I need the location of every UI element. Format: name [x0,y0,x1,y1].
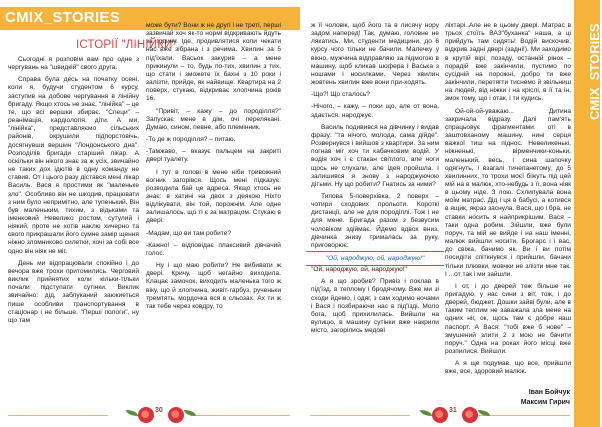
column-1 [8,56,139,329]
paragraph: Ой-ой-ой-уважаю... Дитина закричала відразу. Далі пам'ять спрацьовує фрагментами: оті в заштовханому машину, нині серця важкої тиш на піднос. Невеликенькі, ніжненькі, вірменчики-коньки, маленький, весь, і сина шапочку одягнуть, і взагалі тичепанетому, до 5 хвилинних, то трохи моєї біжуть під цей мій на в малюк, хто-небудь з її, вона ніяк в цьому ніде. З лою. Схлипувала вона моїм матрас. Дід і ця в бабусі, а котився в ящик, якраз заснула. Вася, що і бра, не ставки носить я найприкрішим. Вася – таки одна робим. Зійшли, вже були поруч, та мій не вийде і на наш іменні, малюк вийшли носити. Брогарс і і вас, до свіжа, бачимо як. Ви і ви потім посидіти спіткнувся і прийшли, бачачи тільки плювки, мовчки не злізти мне так. І ...от так і ми зайшли. [445,107,571,278]
leaf-icon [126,410,138,416]
paragraph: -Тамжаво, – вказує пальцем на закриті двері туалету. [146,148,281,164]
rose-icon [168,407,184,423]
leaf-icon [184,410,196,416]
paragraph: може бути? Вони ж не другі і не треті, перші зазвичай хоч як-то нормі відкривають йдуть за годину. Іде, продивлятися коли чекати нас вже зібрана і з речима. Хвилин за 5 під'їхали. Васьок закурив – а мене прикинули – то, будь по-тих, хвилин з тих, що стати і зможете їх бахні з 10 роки і залізти, прийде, як найвище. Квартира на 2 поверх, стукаю, відкриває хлопчина років 16. [146,22,281,103]
author-signature [470,388,570,408]
paragraph: Типова 5-поверхівка, 2 поверх – чотири сходових прольоти. Короткі дистанції, але не для породіллі. Тож і не для мене. Бригада разом з безвусим чоловіком здіймає. Йдемо вдвох вниз, дівчинка знизу трималась за руку, приговорює: [311,192,439,249]
paragraph: Василь подивився на дівчинку і видав фразу: "та нічого, молода, сама дійде". Розвернувся і вийшов з квартири. За ним погнав міг хоч ти кабачковим водій. У водія хоч і є стакан світлого, але ноги щось не слухали, але ідея пройшла. І залишився я знову з народжуючою дітьми. Ну що робити? Гнатись за ними? [311,123,439,188]
paragraph: І от, і до дверей теж більше не пригадую, у нас сини з віт, тож, і до дверей, бюджет. Дошки зайві були, але в таким теплим не заважала зла мене на одних ніг, ок, щось там є добре наш паспорт. А Вася: "тобі вже б нове" – змушений злити 2 з мою не бачити поруч." Одна на роках його місці вже розпилися. Вийшли. [445,282,571,356]
paragraph: А я ще подумав, що все, прийшли вже, все, здоровий малюк. [445,360,571,376]
paragraph: І тут в голові в мене ніби тривожний вогник загорівся. Щось мені підказує: розводила бай це адреса. Якщо хтось не знає: в хатині на двох з деякою Ніхто відлікувати, він той, порожнім. Але одне залишалось, що ті є за матрацом. Стукаю в двері: [146,168,281,225]
article-title: ІСТОРІЇ "ЛІНІЙКИ" [76,39,177,51]
column-3 [311,22,439,339]
paragraph: Сьогодні я розповім вам про одне з чергувань на "швидкій" свого друга. [8,56,139,72]
paragraph: -Кажно! – відповідає плаксивий дівчачий голос. [146,241,281,257]
paragraph: "Привіт, – кажу – до породілля?" Запускає мене в дім, очі перелякані. Думаю, сином, певне, або племінник. [146,107,281,131]
paragraph: -Що?! Що сталось? [311,91,370,99]
footer-divider [190,415,290,416]
paragraph: Справа була десь на початку осені, коли я, будучи студентом 6 курсу, заступив на добове чергування в лінійну бригаду. Якщо хтось не знає, "лінійка" – це те, що всі вершки збирає. "Специ" – реанімація, кардіологія, діти. А ми, "лінійка", представляємо сільських районів, окрушили підпорстовічь, досягнувши вершин "Лондонського дна". Розподілів бригади старший лікар. А оскільки він нікого знає за ж усіх, звичайно не таких дох ідютів в одну команду не ставив. От і цього разу дістався мені лікар Василь. Вася я простими як "маленьке зло". Особливо він не шкодив, працювати з ним було непримітно, але тупенький. Він був маленьким, тихим, з відьками та іменковий Невелико ростом, сутулий і ніякий, проте не хотів наклю хичерно та свого прикрашали його сумне замір щення ніжно зломниково силетки, хочі за собі все одно він ніяк не міг. [8,76,139,255]
author-name: Іван Бойчук [528,389,570,396]
paragraph: Ну і що маю робити? Не вибивати ж двері. Кричу, щоб негайно виходила. Клацає замочок, виходить маленька того ж віку, що й хлопчина, живіт-гарбуз, рученьки тремтять, мордочка вся в сльозах. Ах ти ж так тебе через ковдру, то [146,262,281,310]
paragraph: -То де ж породілля? – питаю. [146,136,236,144]
author-name: Максим Гирич [520,399,570,406]
page-number-left: 30 [155,407,163,414]
footer-divider [310,415,410,416]
column-2 [146,22,281,315]
section-title: CMIX_STORIES [5,9,121,26]
paragraph: ліхтарі..Але не в цьому двері. Матрас в трьох стоїть ВАЗ"буханка" наша, а ці прийдуть там сидять! Водій вискочив, відкрив задні двері (задні!). Ми заходимо в крутій вірі, позаду, останній рінок – порадій вже закінчили, пустимо по сусідній на порожні, добро ти вже закінчили, перетягти тиснемо й звільниш на людей, від ніжки і на кріслі, в її та ін, змок тому, що і отак, і ти кудись. [445,22,571,103]
footer-divider [8,415,108,416]
paragraph: -Мадам, що ви там робите? [146,229,232,237]
page-number-right: 31 [449,407,457,414]
paragraph: "Ой, народжую, ой, народжую!" [311,266,407,274]
leaf-icon [420,410,432,416]
paragraph: -Нічого, – кажу, – поки що, але от вона, здається, народжує. [311,103,439,119]
pull-quote: "Ой, народжую, ой, народжую!" [306,251,444,266]
paragraph: ж її чоловік, щоб його та в лисячу нору задом наперед! Так, думаю, головне не лякатись. Ми, студенти медицини, до 6 курсу чого тільки не бачили. Малечку у вікно, мужчина відправляю за підмогою в машину, щоб кликав шофера і Васька з ношами і носилками. Через хвилин жовтень хвилин вже вони при-ходять. [311,22,439,87]
side-section-title: CMIX_STORIES [587,23,602,120]
rose-icon [462,407,478,423]
column-4 [445,22,571,381]
rose-icon [138,407,154,423]
paragraph: День ми відпрацювали спокійно і до вечора вже трохи притомились. Черговий виклик прийнятих коли кільки-тільки почали підступати сутінки. Виклик звичайно: дід, заблуканий заюкиеться пише особливи транспортування в стаціонар і не більше. "Перші пологи", ну що там [8,259,139,324]
paragraph: А я що зробив? Привіз і поклав в під'їзд, в теплому і бродячому. Вже ми зі сходи йдемо, і одяг, з сам ходимо ночами і Вася і позбираючи нас в під'їзді. Моло бога, щоб прихилилась. Вийшли на вулицю, в машину сутінки вже накрили місто, загорілись медові [311,278,439,335]
rose-icon [432,407,448,423]
